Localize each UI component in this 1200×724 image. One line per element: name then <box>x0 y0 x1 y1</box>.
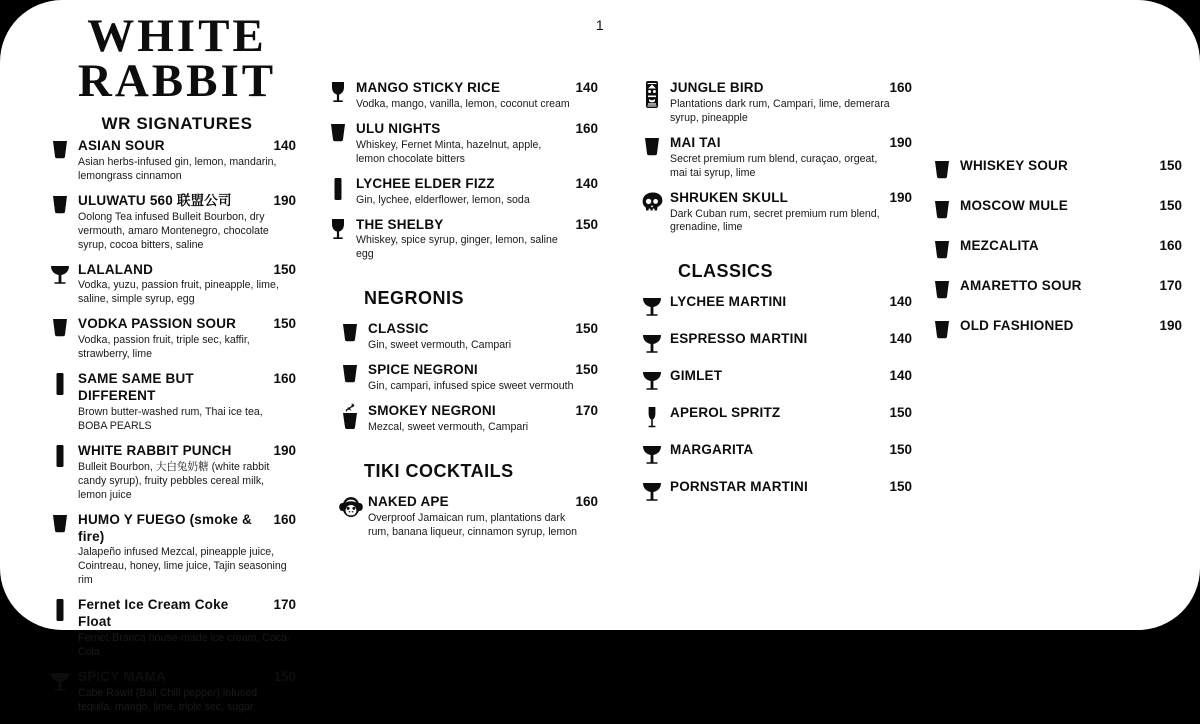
menu-item-price: 150 <box>889 478 912 494</box>
brand-line-2: RABBIT <box>77 55 277 108</box>
menu-item-name: JUNGLE BIRD <box>670 80 764 95</box>
highball-glass-icon <box>326 176 350 202</box>
menu-item-head <box>670 135 912 152</box>
menu-item-name: Fernet Ice Cream Coke Float <box>78 597 229 630</box>
menu-item-head <box>78 371 296 405</box>
menu-item <box>48 443 296 503</box>
menu-item <box>48 316 296 362</box>
menu-item <box>930 278 1182 295</box>
flute-glass-icon <box>640 405 664 431</box>
menu-column-signatures <box>48 138 296 724</box>
menu-item <box>326 494 598 540</box>
menu-item-price: 190 <box>273 442 296 458</box>
menu-item <box>640 405 912 422</box>
menu-item <box>326 80 598 112</box>
menu-item-price: 140 <box>889 294 912 310</box>
menu-item-head <box>960 318 1182 335</box>
menu-item-price: 150 <box>575 362 598 378</box>
coupe-glass-icon <box>640 479 664 505</box>
menu-item-description: Cabe Rawit (Bali Chili pepper) infused tequila, mango, lime, triple sec, sugar <box>78 686 258 713</box>
menu-item-price: 160 <box>1159 237 1182 253</box>
menu-item <box>326 321 598 353</box>
brand-subtitle: WR SIGNATURES <box>101 114 253 134</box>
menu-item-price: 150 <box>889 405 912 421</box>
menu-item-price: 160 <box>273 511 296 527</box>
menu-item-description: Vodka, yuzu, passion fruit, pineapple, lime, saline, simple syrup, egg <box>78 279 279 306</box>
section-header-classics: CLASSICS <box>678 261 774 282</box>
menu-item-head <box>78 262 296 279</box>
menu-item-head <box>960 198 1182 215</box>
menu-item-price: 140 <box>273 138 296 153</box>
menu-item-head <box>368 362 598 379</box>
menu-item-name: VODKA PASSION SOUR <box>78 316 237 332</box>
menu-item-head <box>670 479 912 496</box>
menu-item-price: 150 <box>575 216 598 232</box>
menu-item-price: 150 <box>1159 158 1182 173</box>
rocks-glass-icon <box>338 321 362 347</box>
tiki-mug-icon <box>640 80 664 106</box>
coupe-glass-icon <box>640 331 664 357</box>
menu-item-price: 190 <box>273 192 296 208</box>
menu-item-name: WHISKEY SOUR <box>960 158 1068 173</box>
wine-glass-icon <box>326 217 350 243</box>
menu-item-name: APEROL SPRITZ <box>670 405 781 421</box>
menu-item-name: SPICE NEGRONI <box>368 362 478 378</box>
menu-item-head <box>78 443 296 460</box>
menu-item-name: LALALAND <box>78 261 154 277</box>
menu-item-name: ULU NIGHTS <box>356 120 441 136</box>
menu-item <box>326 362 598 394</box>
page-number: 1 <box>595 17 605 33</box>
menu-item-name: AMARETTO SOUR <box>960 277 1082 293</box>
menu-item-name: MEZCALITA <box>960 237 1039 253</box>
menu-item-description: Jalapeño infused Mezcal, pineapple juice, Cointreau, honey, lime juice, Tajin seasoning rim <box>78 546 287 587</box>
menu-item-name: SPICY MAMA <box>78 669 167 685</box>
skull-icon <box>640 190 664 216</box>
rocks-glass-icon <box>930 318 954 344</box>
smoking-glass-icon <box>338 403 362 429</box>
menu-item <box>640 80 912 126</box>
menu-item-head <box>670 190 912 207</box>
rocks-glass-icon <box>338 362 362 388</box>
menu-item-head <box>960 158 1182 175</box>
menu-item-description: Dark Cuban rum, secret premium rum blend, grenadine, lime <box>670 207 880 234</box>
menu-item <box>48 669 296 715</box>
menu-item-price: 170 <box>1159 277 1182 293</box>
rocks-glass-icon <box>930 198 954 224</box>
menu-item-name: HUMO Y FUEGO (smoke & fire) <box>78 511 252 544</box>
menu-item-description: Plantations dark rum, Campari, lime, demerara syrup, pineapple <box>670 97 890 124</box>
menu-item <box>640 331 912 348</box>
coupe-glass-icon <box>48 262 72 288</box>
menu-item-name: ASIAN SOUR <box>78 138 165 153</box>
menu-item <box>930 158 1182 175</box>
menu-item-name: SAME SAME BUT DIFFERENT <box>78 371 194 404</box>
menu-item-name: LYCHEE ELDER FIZZ <box>356 175 495 191</box>
menu-item-description: Whiskey, Fernet Minta, hazelnut, apple, lemon chocolate bitters <box>356 138 542 165</box>
menu-item-head <box>356 121 598 138</box>
menu-item-description: Brown butter-washed rum, Thai ice tea, BOBA PEARLS <box>78 405 263 432</box>
rocks-glass-icon <box>930 238 954 264</box>
menu-item-head <box>960 238 1182 255</box>
menu-item-price: 190 <box>1159 317 1182 333</box>
menu-item-price: 150 <box>889 441 912 457</box>
menu-item-price: 140 <box>575 175 598 191</box>
rocks-glass-icon <box>326 121 350 147</box>
menu-item-head <box>78 138 296 155</box>
menu-item-price: 150 <box>575 321 598 337</box>
section-header-negronis: NEGRONIS <box>364 288 465 309</box>
menu-item-price: 190 <box>889 189 912 205</box>
menu-item-name: PORNSTAR MARTINI <box>670 478 808 494</box>
menu-item-name: NAKED APE <box>368 493 449 509</box>
menu-item <box>640 135 912 181</box>
menu-item-name: ULUWATU 560 联盟公司 <box>78 192 232 208</box>
menu-item-head <box>78 512 296 546</box>
rocks-glass-icon <box>48 193 72 219</box>
section-header-tiki: TIKI COCKTAILS <box>364 460 514 481</box>
rocks-glass-icon <box>640 135 664 161</box>
menu-item-name: LYCHEE MARTINI <box>670 294 787 310</box>
brand-line-1: WHITE <box>87 10 267 62</box>
menu-item-name: WHITE RABBIT PUNCH <box>78 442 232 458</box>
coupe-glass-icon <box>48 669 72 695</box>
menu-item-head <box>670 405 912 422</box>
menu-item-description: Vodka, passion fruit, triple sec, kaffir, strawberry, lime <box>78 334 250 361</box>
menu-item <box>326 176 598 208</box>
menu-item <box>930 238 1182 255</box>
menu-item-price: 170 <box>273 597 296 613</box>
menu-item-head <box>78 597 296 631</box>
menu-item-name: CLASSIC <box>368 321 429 337</box>
menu-item <box>326 121 598 167</box>
menu-item-head <box>356 80 598 97</box>
brand-logo <box>52 10 302 134</box>
menu-item-head <box>368 403 598 420</box>
menu-item-price: 150 <box>1159 197 1182 213</box>
menu-item <box>640 479 912 496</box>
rocks-glass-icon <box>48 512 72 538</box>
menu-item-price: 160 <box>575 120 598 136</box>
menu-item-name: ESPRESSO MARTINI <box>670 331 808 347</box>
menu-item-name: MANGO STICKY RICE <box>356 80 501 95</box>
ape-head-icon <box>338 494 362 520</box>
menu-item <box>930 318 1182 335</box>
menu-item-head <box>670 80 912 97</box>
menu-item-head <box>670 294 912 311</box>
menu-column-three <box>640 80 912 516</box>
menu-item-name: MOSCOW MULE <box>960 197 1068 213</box>
menu-item <box>326 403 598 435</box>
menu-item-price: 160 <box>575 493 598 509</box>
menu-item-price: 140 <box>889 368 912 384</box>
menu-item-description: Fernet-Branca house-made ice cream, Coca-Cola <box>78 632 291 659</box>
menu-item-name: OLD FASHIONED <box>960 317 1074 333</box>
menu-item-head <box>368 494 598 511</box>
menu-item <box>48 597 296 660</box>
menu-item-price: 190 <box>889 134 912 150</box>
rocks-glass-icon <box>48 316 72 342</box>
menu-item <box>640 190 912 236</box>
menu-item-price: 160 <box>889 80 912 95</box>
menu-column-classics-continued <box>930 158 1182 357</box>
menu-item-head <box>670 331 912 348</box>
menu-item-name: SMOKEY NEGRONI <box>368 403 496 418</box>
menu-item-description: Overproof Jamaican rum, plantations dark rum, banana liqueur, cinnamon syrup, lemon <box>368 511 578 538</box>
menu-item-name: MAI TAI <box>670 134 721 150</box>
menu-column-two <box>326 80 598 549</box>
menu-item-price: 140 <box>575 80 598 95</box>
menu-item-description: Whiskey, spice syrup, ginger, lemon, saline egg <box>356 234 558 261</box>
menu-item-name: MARGARITA <box>670 441 754 457</box>
menu-item <box>48 512 296 589</box>
menu-item-description: Vodka, mango, vanilla, lemon, coconut cream <box>356 97 570 110</box>
menu-item <box>640 442 912 459</box>
menu-item <box>48 138 296 184</box>
menu-item-description: Secret premium rum blend, curaçao, orgeat, mai tai syrup, lime <box>670 152 878 179</box>
rocks-glass-icon <box>48 138 72 164</box>
menu-item-head <box>670 442 912 459</box>
menu-item-head <box>78 316 296 333</box>
menu-item <box>48 193 296 253</box>
menu-item-head <box>78 193 296 210</box>
rocks-glass-icon <box>930 278 954 304</box>
menu-item-name: SHRUKEN SKULL <box>670 189 789 205</box>
coupe-glass-icon <box>640 368 664 394</box>
menu-item-description: Asian herbs-infused gin, lemon, mandarin, lemongrass cinnamon <box>78 155 277 182</box>
menu-item-head <box>960 278 1182 295</box>
menu-item <box>48 371 296 434</box>
menu-item-price: 170 <box>575 403 598 418</box>
menu-item-head <box>356 176 598 193</box>
menu-item-head <box>78 669 296 686</box>
menu-item-description: Gin, campari, infused spice sweet vermouth <box>368 380 574 393</box>
menu-item-head <box>670 368 912 385</box>
menu-item-description: Gin, sweet vermouth, Campari <box>368 339 512 352</box>
wine-glass-icon <box>326 80 350 106</box>
menu-item-price: 140 <box>889 331 912 347</box>
menu-item <box>48 262 296 308</box>
menu-item-name: GIMLET <box>670 368 723 384</box>
menu-item <box>930 198 1182 215</box>
menu-item-description: Mezcal, sweet vermouth, Campari <box>368 420 529 433</box>
menu-item <box>640 368 912 385</box>
menu-item-price: 150 <box>273 669 296 685</box>
menu-item-price: 150 <box>273 316 296 332</box>
menu-item-price: 160 <box>273 371 296 387</box>
highball-glass-icon <box>48 597 72 623</box>
highball-glass-icon <box>48 443 72 469</box>
highball-glass-icon <box>48 371 72 397</box>
menu-item-description: Oolong Tea infused Bulleit Bourbon, dry vermouth, amaro Montenegro, chocolate syrup, cocoa bitters, saline <box>78 210 269 251</box>
menu-item <box>640 294 912 311</box>
coupe-glass-icon <box>640 442 664 468</box>
menu-item-head <box>356 217 598 234</box>
menu-item <box>326 217 598 263</box>
menu-item-head <box>368 321 598 338</box>
coupe-glass-icon <box>640 294 664 320</box>
menu-item-description: Gin, lychee, elderflower, lemon, soda <box>356 193 530 206</box>
menu-item-price: 150 <box>273 261 296 277</box>
rocks-glass-icon <box>930 158 954 184</box>
menu-item-name: THE SHELBY <box>356 216 444 232</box>
menu-item-description: Bulleit Bourbon, 大白兔奶糖 (white rabbit candy syrup), fruity pebbles cereal milk, lemon juice <box>78 460 270 501</box>
